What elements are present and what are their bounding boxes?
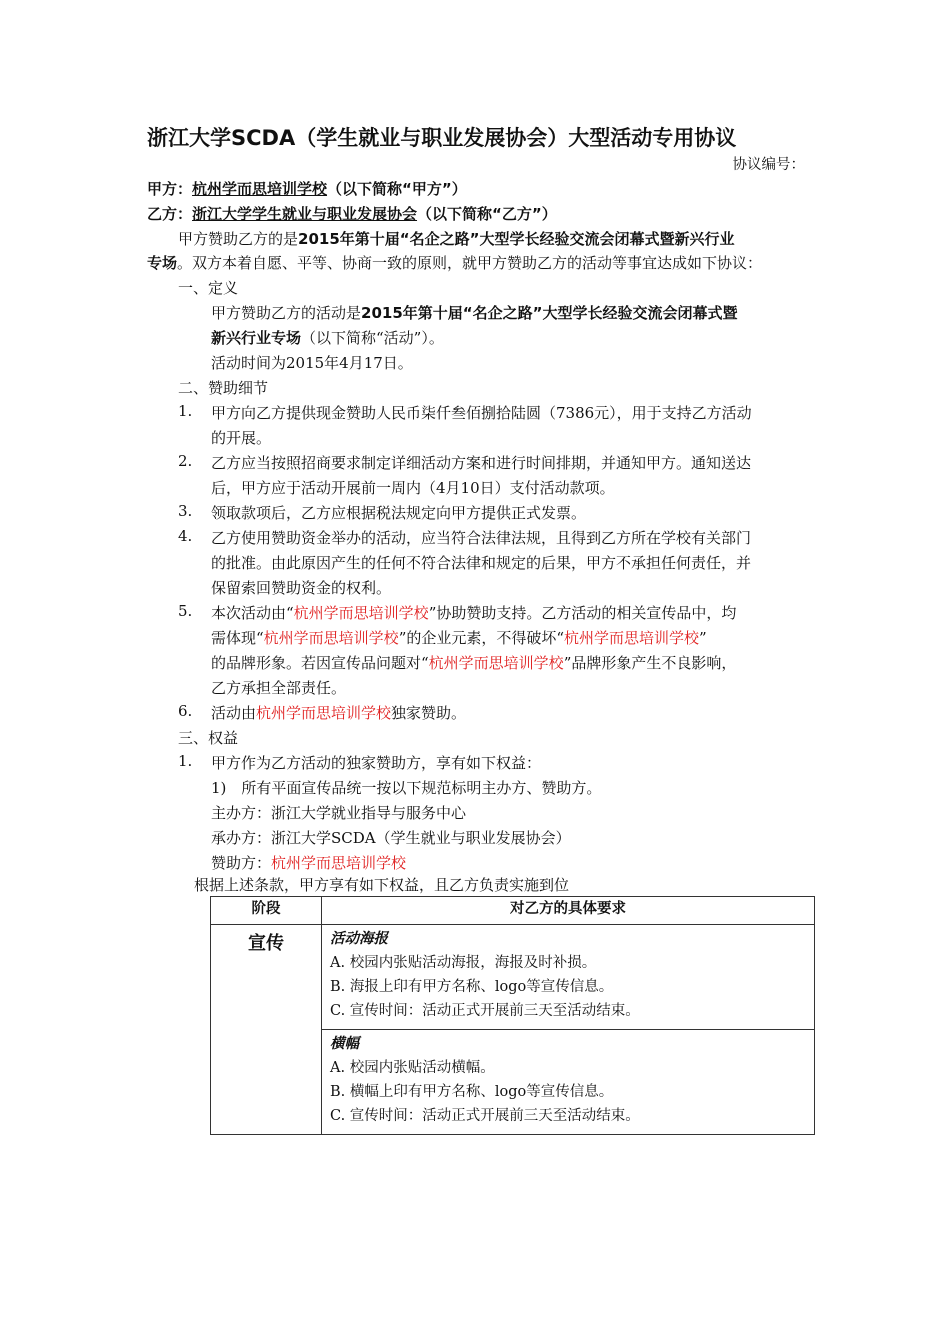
- intro-line-2: 专场。双方本着自愿、平等、协商一致的原则，就甲方赞助乙方的活动等事宜达成如下协议：: [147, 254, 763, 272]
- item-1-line-2: 的开展。: [211, 429, 272, 447]
- host-line: 主办方：浙江大学就业指导与服务中心: [211, 804, 467, 822]
- section-2-heading: 二、赞助细节: [178, 379, 269, 397]
- table-lead-text: 根据上述条款，甲方享有如下权益，且乙方负责实施到位: [194, 876, 570, 894]
- requirement-block-banner: [322, 1030, 815, 1135]
- item-number: 2.: [178, 452, 193, 470]
- party-a: 甲方：杭州学而思培训学校（以下简称“甲方”）: [147, 180, 467, 198]
- item-1-line-1: 甲方向乙方提供现金赞助人民币柒仟叁佰捌拾陆圆（7386元），用于支持乙方活动: [211, 404, 752, 422]
- rights-line-1: 甲方作为乙方活动的独家赞助方，享有如下权益：: [211, 754, 542, 772]
- requirement-line: C. 宣传时间：活动正式开展前三天至活动结束。: [330, 1108, 640, 1124]
- item-number: 3.: [178, 502, 193, 520]
- item-number: 4.: [178, 527, 193, 545]
- section-1-heading: 一、定义: [178, 279, 239, 297]
- party-b-name: 浙江大学学生就业与职业发展协会: [192, 205, 418, 223]
- item-number: 5.: [178, 602, 193, 620]
- item-2-line-2: 后，甲方应于活动开展前一周内（4月10日）支付活动款项。: [211, 479, 615, 497]
- table-header-requirements: 对乙方的具体要求: [322, 897, 815, 925]
- contract-number-label: 协议编号：: [732, 157, 805, 173]
- item-4-line-2: 的批准。由此原因产生的任何不符合法律和规定的后果，甲方不承担任何责任，并: [211, 554, 752, 572]
- activity-date: 活动时间为2015年4月17日。: [211, 354, 413, 372]
- party-a-name: 杭州学而思培训学校: [192, 180, 328, 198]
- item-6-line-1: 活动由杭州学而思培训学校独家赞助。: [211, 704, 467, 722]
- requirement-line: B. 海报上印有甲方名称、logo等宣传信息。: [330, 979, 614, 995]
- requirement-line: C. 宣传时间：活动正式开展前三天至活动结束。: [330, 1003, 640, 1019]
- table-row: [211, 925, 815, 1030]
- item-3-line-1: 领取款项后，乙方应根据税法规定向甲方提供正式发票。: [211, 504, 587, 522]
- item-2-line-1: 乙方应当按照招商要求制定详细活动方案和进行时间排期，并通知甲方。通知送达: [211, 454, 752, 472]
- rights-sub-item: 1) 所有平面宣传品统一按以下规范标明主办方、赞助方。: [211, 779, 602, 797]
- item-number: 6.: [178, 702, 193, 720]
- section-3-heading: 三、权益: [178, 729, 239, 747]
- stage-cell: 宣传: [211, 925, 322, 1135]
- item-number: 1.: [178, 752, 193, 770]
- block-heading: 活动海报: [330, 931, 388, 947]
- item-5-line-1: 本次活动由“杭州学而思培训学校”协助赞助支持。乙方活动的相关宣传品中，均: [211, 604, 737, 622]
- requirement-line: B. 横幅上印有甲方名称、logo等宣传信息。: [330, 1084, 614, 1100]
- definition-line-2: 新兴行业专场（以下简称“活动”）。: [211, 329, 444, 347]
- organizer-line: 承办方：浙江大学SCDA（学生就业与职业发展协会）: [211, 829, 571, 847]
- requirements-table: [210, 896, 815, 1135]
- requirement-line: A. 校园内张贴活动横幅。: [330, 1060, 495, 1076]
- item-4-line-3: 保留索回赞助资金的权利。: [211, 579, 392, 597]
- item-5-line-4: 乙方承担全部责任。: [211, 679, 347, 697]
- item-number: 1.: [178, 402, 193, 420]
- requirement-line: A. 校园内张贴活动海报，海报及时补损。: [330, 955, 597, 971]
- definition-line-1: 甲方赞助乙方的活动是2015年第十届“名企之路”大型学长经验交流会闭幕式暨: [211, 304, 738, 322]
- item-5-line-3: 的品牌形象。若因宣传品问题对“杭州学而思培训学校”品牌形象产生不良影响，: [211, 654, 737, 672]
- item-5-line-2: 需体现“杭州学而思培训学校”的企业元素，不得破坏“杭州学而思培训学校”: [211, 629, 707, 647]
- table-header-row: [211, 897, 815, 925]
- document-title: 浙江大学SCDA（学生就业与职业发展协会）大型活动专用协议: [147, 126, 737, 150]
- item-4-line-1: 乙方使用赞助资金举办的活动，应当符合法律法规，且得到乙方所在学校有关部门: [211, 529, 752, 547]
- intro-line-1: 甲方赞助乙方的是2015年第十届“名企之路”大型学长经验交流会闭幕式暨新兴行业: [178, 230, 735, 248]
- block-heading: 横幅: [330, 1036, 359, 1052]
- table-header-stage: 阶段: [211, 897, 322, 925]
- party-b: 乙方：浙江大学学生就业与职业发展协会（以下简称“乙方”）: [147, 205, 557, 223]
- requirement-block-poster: [322, 925, 815, 1030]
- sponsor-line: 赞助方：杭州学而思培训学校: [211, 854, 407, 872]
